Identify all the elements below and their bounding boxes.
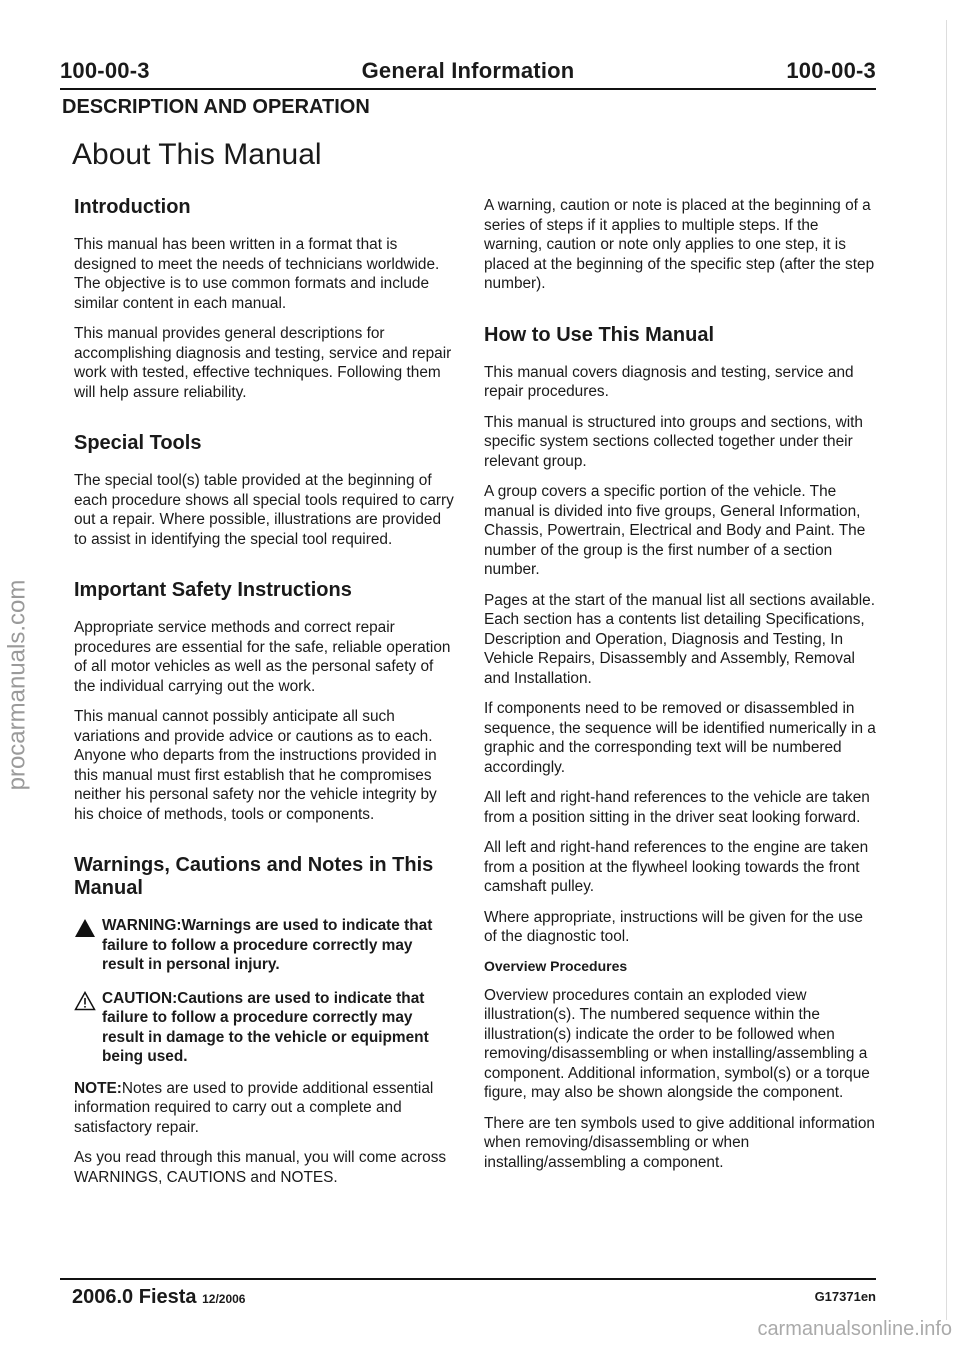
caution-triangle-icon	[74, 991, 96, 1011]
overview-paragraph-1: Overview procedures contain an exploded view illustration(s). The numbered sequence within the illustration(s) indicate the order to be followed when removing/disassembling or when installing/assembling a component. Additional information, symbol(s) or a torque figure, may also be shown alongside the component.	[484, 986, 870, 1101]
caution-notice	[74, 989, 458, 1067]
footer-model-name: 2006.0 Fiesta	[72, 1286, 197, 1308]
how-to-paragraph-2: This manual is structured into groups and sections, with specific system sections collected together under their relevant group.	[484, 413, 863, 470]
how-to-paragraph-7: All left and right-hand references to the engine are taken from a position at the flywheel looking towards the front camshaft pulley.	[484, 839, 869, 895]
note-label: NOTE:	[74, 1079, 122, 1097]
overview-paragraph-2: There are ten symbols used to give additional information when removing/disassembling or when installing/assembling a component.	[484, 1114, 875, 1171]
warning-text: WARNING:Warnings are used to indicate that failure to follow a procedure correctly may result in personal injury.	[102, 917, 433, 973]
placement-paragraph: A warning, caution or note is placed at the beginning of a series of steps if it applies to multiple steps. If the warning, caution or note only applies to one step, it is placed at the beginning of the specific step (after the step number).	[484, 197, 875, 292]
note-paragraph	[74, 1079, 458, 1138]
how-to-paragraph-8: Where appropriate, instructions will be given for the use of the diagnostic tool.	[484, 908, 863, 945]
footer-divider	[60, 1278, 876, 1280]
side-watermark	[2, 560, 32, 810]
safety-paragraph-2: This manual cannot possibly anticipate all such variations and provide advice or cautions as to each. Anyone who departs from the instructions provided in this manual must first establish that he compromises neither his personal safety nor the vehicle integrity by his choice of methods, tools or components.	[74, 708, 437, 823]
right-column	[484, 196, 876, 1183]
footer-model	[72, 1286, 245, 1309]
left-column	[74, 196, 458, 1198]
safety-paragraph-1: Appropriate service methods and correct repair procedures are essential for the safe, reliable operation of all motor vehicles as well as the personal safety of the individual carrying out the work.	[74, 619, 451, 695]
special-tools-paragraph: The special tool(s) table provided at the beginning of each procedure shows all special tools required to carry out a repair. Where possible, illustrations are provided to assist in identifying the special tool required.	[74, 472, 454, 548]
side-watermark-text: procarmanuals.com	[3, 579, 30, 791]
introduction-paragraph-1: This manual has been written in a format that is designed to meet the needs of technicians worldwide. The objective is to use common formats and include similar content in each manual.	[74, 236, 440, 312]
how-to-paragraph-5: If components need to be removed or disassembled in sequence, the sequence will be identified numerically in a graphic and the corresponding text will be numbered accordingly.	[484, 700, 876, 776]
how-to-paragraph-3: A group covers a specific portion of the vehicle. The manual is divided into five groups, General Information, Chassis, Powertrain, Electrical and Body and Paint. The number of the group is the first number of a section number.	[484, 483, 866, 578]
header-section-number-right: 100-00-3	[786, 58, 876, 83]
header-chapter-title: General Information	[361, 58, 575, 83]
footer-date: 12/2006	[202, 1292, 246, 1306]
header-divider	[60, 88, 876, 90]
overview-procedures-heading: Overview Procedures	[484, 957, 628, 974]
warning-notice	[74, 916, 458, 975]
footer-document-code: G17371en	[814, 1289, 876, 1304]
page-edge-line	[946, 20, 947, 1320]
introduction-heading: Introduction	[74, 196, 191, 218]
bottom-watermark: carmanualsonline.info	[757, 1318, 952, 1340]
note-text: Notes are used to provide additional essential information required to carry out a complete and satisfactory repair.	[74, 1079, 434, 1136]
how-to-use-heading: How to Use This Manual	[484, 323, 715, 346]
how-to-paragraph-6: All left and right-hand references to the vehicle are taken from a position sitting in the driver seat looking forward.	[484, 789, 870, 826]
page-title: About This Manual	[72, 138, 322, 171]
how-to-paragraph-1: This manual covers diagnosis and testing, service and repair procedures.	[484, 363, 854, 400]
warnings-heading: Warnings, Cautions and Notes in This Manual	[74, 854, 434, 899]
warnings-closing-paragraph: As you read through this manual, you will come across WARNINGS, CAUTIONS and NOTES.	[74, 1149, 447, 1186]
page-header	[60, 58, 876, 88]
warning-triangle-icon	[74, 918, 96, 938]
section-title: DESCRIPTION AND OPERATION	[62, 96, 370, 118]
header-section-number-left: 100-00-3	[60, 58, 150, 83]
caution-text: CAUTION:Cautions are used to indicate that failure to follow a procedure correctly may result in damage to the vehicle or equipment being used.	[102, 989, 429, 1065]
introduction-paragraph-2: This manual provides general descriptions for accomplishing diagnosis and testing, service and repair work with tested, effective techniques. Following them will help assure reliability.	[74, 325, 452, 401]
special-tools-heading: Special Tools	[74, 432, 202, 454]
how-to-paragraph-4: Pages at the start of the manual list all sections available. Each section has a contents list detailing Specifications, Description and Operation, Diagnosis and Testing, In Vehicle Repairs, Disassembly and Assembly, Removal and Installation.	[484, 591, 875, 687]
safety-heading: Important Safety Instructions	[74, 579, 352, 601]
